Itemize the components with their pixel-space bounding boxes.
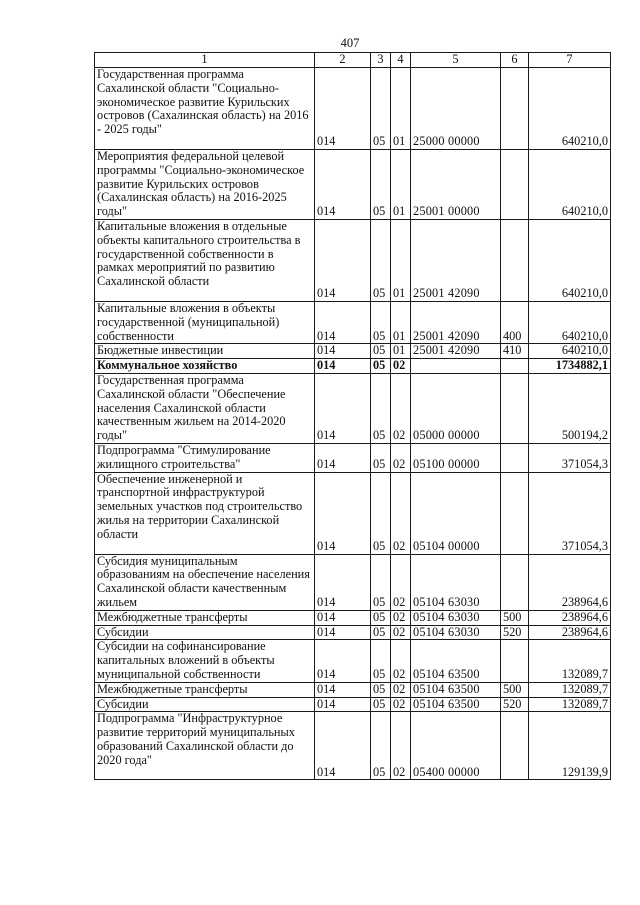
subsection-code-cell: 01 xyxy=(391,68,411,150)
row-name-cell: Бюджетные инвестиции xyxy=(95,344,315,359)
table-row xyxy=(95,625,611,640)
grbs-code-cell: 014 xyxy=(315,373,371,443)
target-article-cell: 05104 63500 xyxy=(411,697,501,712)
target-article-cell: 25000 00000 xyxy=(411,68,501,150)
row-name-cell: Обеспечение инженерной и транспортной инфраструктурой земельных участков под строительство жилья на территории Сахалинской области xyxy=(95,472,315,554)
subsection-code-cell: 02 xyxy=(391,610,411,625)
grbs-code-cell: 014 xyxy=(315,443,371,472)
grbs-code-cell: 014 xyxy=(315,150,371,220)
table-row xyxy=(95,359,611,374)
section-code-cell: 05 xyxy=(371,373,391,443)
section-code-cell: 05 xyxy=(371,344,391,359)
column-header: 7 xyxy=(529,53,611,68)
subsection-code-cell: 02 xyxy=(391,554,411,610)
section-code-cell: 05 xyxy=(371,554,391,610)
section-code-cell: 05 xyxy=(371,443,391,472)
expense-type-cell: 500 xyxy=(501,682,529,697)
subsection-code-cell: 02 xyxy=(391,625,411,640)
target-article-cell: 05104 63500 xyxy=(411,682,501,697)
grbs-code-cell: 014 xyxy=(315,301,371,343)
target-article-cell: 25001 42090 xyxy=(411,219,501,301)
amount-cell: 500194,2 xyxy=(529,373,611,443)
row-name-cell: Субсидии xyxy=(95,625,315,640)
row-name-cell: Подпрограмма "Инфраструктурное развитие территорий муниципальных образований Сахалинской области до 2020 года" xyxy=(95,712,315,780)
subsection-code-cell: 01 xyxy=(391,344,411,359)
amount-cell: 640210,0 xyxy=(529,219,611,301)
target-article-cell: 05400 00000 xyxy=(411,712,501,780)
amount-cell: 1734882,1 xyxy=(529,359,611,374)
grbs-code-cell: 014 xyxy=(315,472,371,554)
target-article-cell: 25001 00000 xyxy=(411,150,501,220)
subsection-code-cell: 01 xyxy=(391,150,411,220)
subsection-code-cell: 01 xyxy=(391,219,411,301)
expense-type-cell: 410 xyxy=(501,344,529,359)
amount-cell: 640210,0 xyxy=(529,301,611,343)
grbs-code-cell: 014 xyxy=(315,640,371,682)
expense-type-cell xyxy=(501,472,529,554)
amount-cell: 238964,6 xyxy=(529,610,611,625)
grbs-code-cell: 014 xyxy=(315,682,371,697)
target-article-cell: 05104 63030 xyxy=(411,610,501,625)
subsection-code-cell: 02 xyxy=(391,472,411,554)
amount-cell: 132089,7 xyxy=(529,697,611,712)
table-row xyxy=(95,373,611,443)
row-name-cell: Субсидия муниципальным образованиям на обеспечение населения Сахалинской области качественным жильем xyxy=(95,554,315,610)
section-code-cell: 05 xyxy=(371,472,391,554)
column-header: 3 xyxy=(371,53,391,68)
grbs-code-cell: 014 xyxy=(315,610,371,625)
table-row xyxy=(95,150,611,220)
amount-cell: 132089,7 xyxy=(529,640,611,682)
section-code-cell: 05 xyxy=(371,712,391,780)
amount-cell: 129139,9 xyxy=(529,712,611,780)
grbs-code-cell: 014 xyxy=(315,712,371,780)
section-code-cell: 05 xyxy=(371,682,391,697)
target-article-cell: 25001 42090 xyxy=(411,344,501,359)
row-name-cell: Коммунальное хозяйство xyxy=(95,359,315,374)
column-header: 6 xyxy=(501,53,529,68)
section-code-cell: 05 xyxy=(371,68,391,150)
row-name-cell: Межбюджетные трансферты xyxy=(95,682,315,697)
expense-type-cell: 400 xyxy=(501,301,529,343)
target-article-cell: 05104 63030 xyxy=(411,625,501,640)
column-header: 4 xyxy=(391,53,411,68)
amount-cell: 371054,3 xyxy=(529,443,611,472)
target-article-cell: 05104 00000 xyxy=(411,472,501,554)
subsection-code-cell: 02 xyxy=(391,682,411,697)
subsection-code-cell: 02 xyxy=(391,373,411,443)
expense-type-cell: 500 xyxy=(501,610,529,625)
column-header: 1 xyxy=(95,53,315,68)
grbs-code-cell: 014 xyxy=(315,554,371,610)
expense-type-cell: 520 xyxy=(501,697,529,712)
section-code-cell: 05 xyxy=(371,301,391,343)
row-name-cell: Капитальные вложения в объекты государственной (муниципальной) собственности xyxy=(95,301,315,343)
amount-cell: 132089,7 xyxy=(529,682,611,697)
expense-type-cell xyxy=(501,443,529,472)
section-code-cell: 05 xyxy=(371,610,391,625)
table-row xyxy=(95,697,611,712)
subsection-code-cell: 02 xyxy=(391,697,411,712)
section-code-cell: 05 xyxy=(371,640,391,682)
section-code-cell: 05 xyxy=(371,150,391,220)
page-number: 407 xyxy=(340,36,360,50)
subsection-code-cell: 02 xyxy=(391,443,411,472)
table-row xyxy=(95,344,611,359)
section-code-cell: 05 xyxy=(371,625,391,640)
target-article-cell: 05100 00000 xyxy=(411,443,501,472)
table-row xyxy=(95,682,611,697)
expense-type-cell: 520 xyxy=(501,625,529,640)
grbs-code-cell: 014 xyxy=(315,219,371,301)
column-header: 2 xyxy=(315,53,371,68)
expense-type-cell xyxy=(501,359,529,374)
grbs-code-cell: 014 xyxy=(315,697,371,712)
row-name-cell: Государственная программа Сахалинской области "Обеспечение населения Сахалинской области качественным жильем на 2014-2020 годы" xyxy=(95,373,315,443)
target-article-cell: 05104 63500 xyxy=(411,640,501,682)
table-row xyxy=(95,68,611,150)
row-name-cell: Субсидии xyxy=(95,697,315,712)
column-header: 5 xyxy=(411,53,501,68)
expense-type-cell xyxy=(501,219,529,301)
table-row xyxy=(95,301,611,343)
section-code-cell: 05 xyxy=(371,219,391,301)
expense-type-cell xyxy=(501,373,529,443)
table-row xyxy=(95,443,611,472)
subsection-code-cell: 02 xyxy=(391,359,411,374)
table-row xyxy=(95,554,611,610)
row-name-cell: Мероприятия федеральной целевой программы "Социально-экономическое развитие Курильских островов (Сахалинская область) на 2016-2025 годы" xyxy=(95,150,315,220)
amount-cell: 238964,6 xyxy=(529,554,611,610)
grbs-code-cell: 014 xyxy=(315,344,371,359)
target-article-cell: 05000 00000 xyxy=(411,373,501,443)
row-name-cell: Межбюджетные трансферты xyxy=(95,610,315,625)
subsection-code-cell: 02 xyxy=(391,712,411,780)
expense-type-cell xyxy=(501,68,529,150)
budget-table xyxy=(94,52,611,780)
target-article-cell xyxy=(411,359,501,374)
grbs-code-cell: 014 xyxy=(315,359,371,374)
table-row xyxy=(95,472,611,554)
amount-cell: 640210,0 xyxy=(529,68,611,150)
expense-type-cell xyxy=(501,150,529,220)
grbs-code-cell: 014 xyxy=(315,68,371,150)
table-row xyxy=(95,219,611,301)
column-number-row xyxy=(95,53,611,68)
table-row xyxy=(95,640,611,682)
amount-cell: 640210,0 xyxy=(529,344,611,359)
expense-type-cell xyxy=(501,712,529,780)
amount-cell: 371054,3 xyxy=(529,472,611,554)
row-name-cell: Подпрограмма "Стимулирование жилищного строительства" xyxy=(95,443,315,472)
grbs-code-cell: 014 xyxy=(315,625,371,640)
amount-cell: 640210,0 xyxy=(529,150,611,220)
target-article-cell: 05104 63030 xyxy=(411,554,501,610)
table-row xyxy=(95,610,611,625)
row-name-cell: Субсидии на софинансирование капитальных вложений в объекты муниципальной собственности xyxy=(95,640,315,682)
expense-type-cell xyxy=(501,640,529,682)
table-row xyxy=(95,712,611,780)
subsection-code-cell: 02 xyxy=(391,640,411,682)
section-code-cell: 05 xyxy=(371,359,391,374)
subsection-code-cell: 01 xyxy=(391,301,411,343)
row-name-cell: Капитальные вложения в отдельные объекты капитального строительства в государственной собственности в рамках мероприятий по развитию Сахалинской области xyxy=(95,219,315,301)
row-name-cell: Государственная программа Сахалинской области "Социально-экономическое развитие Курильских островов (Сахалинская область) на 2016 - 2025 годы" xyxy=(95,68,315,150)
expense-type-cell xyxy=(501,554,529,610)
table-body xyxy=(95,68,611,780)
section-code-cell: 05 xyxy=(371,697,391,712)
amount-cell: 238964,6 xyxy=(529,625,611,640)
target-article-cell: 25001 42090 xyxy=(411,301,501,343)
